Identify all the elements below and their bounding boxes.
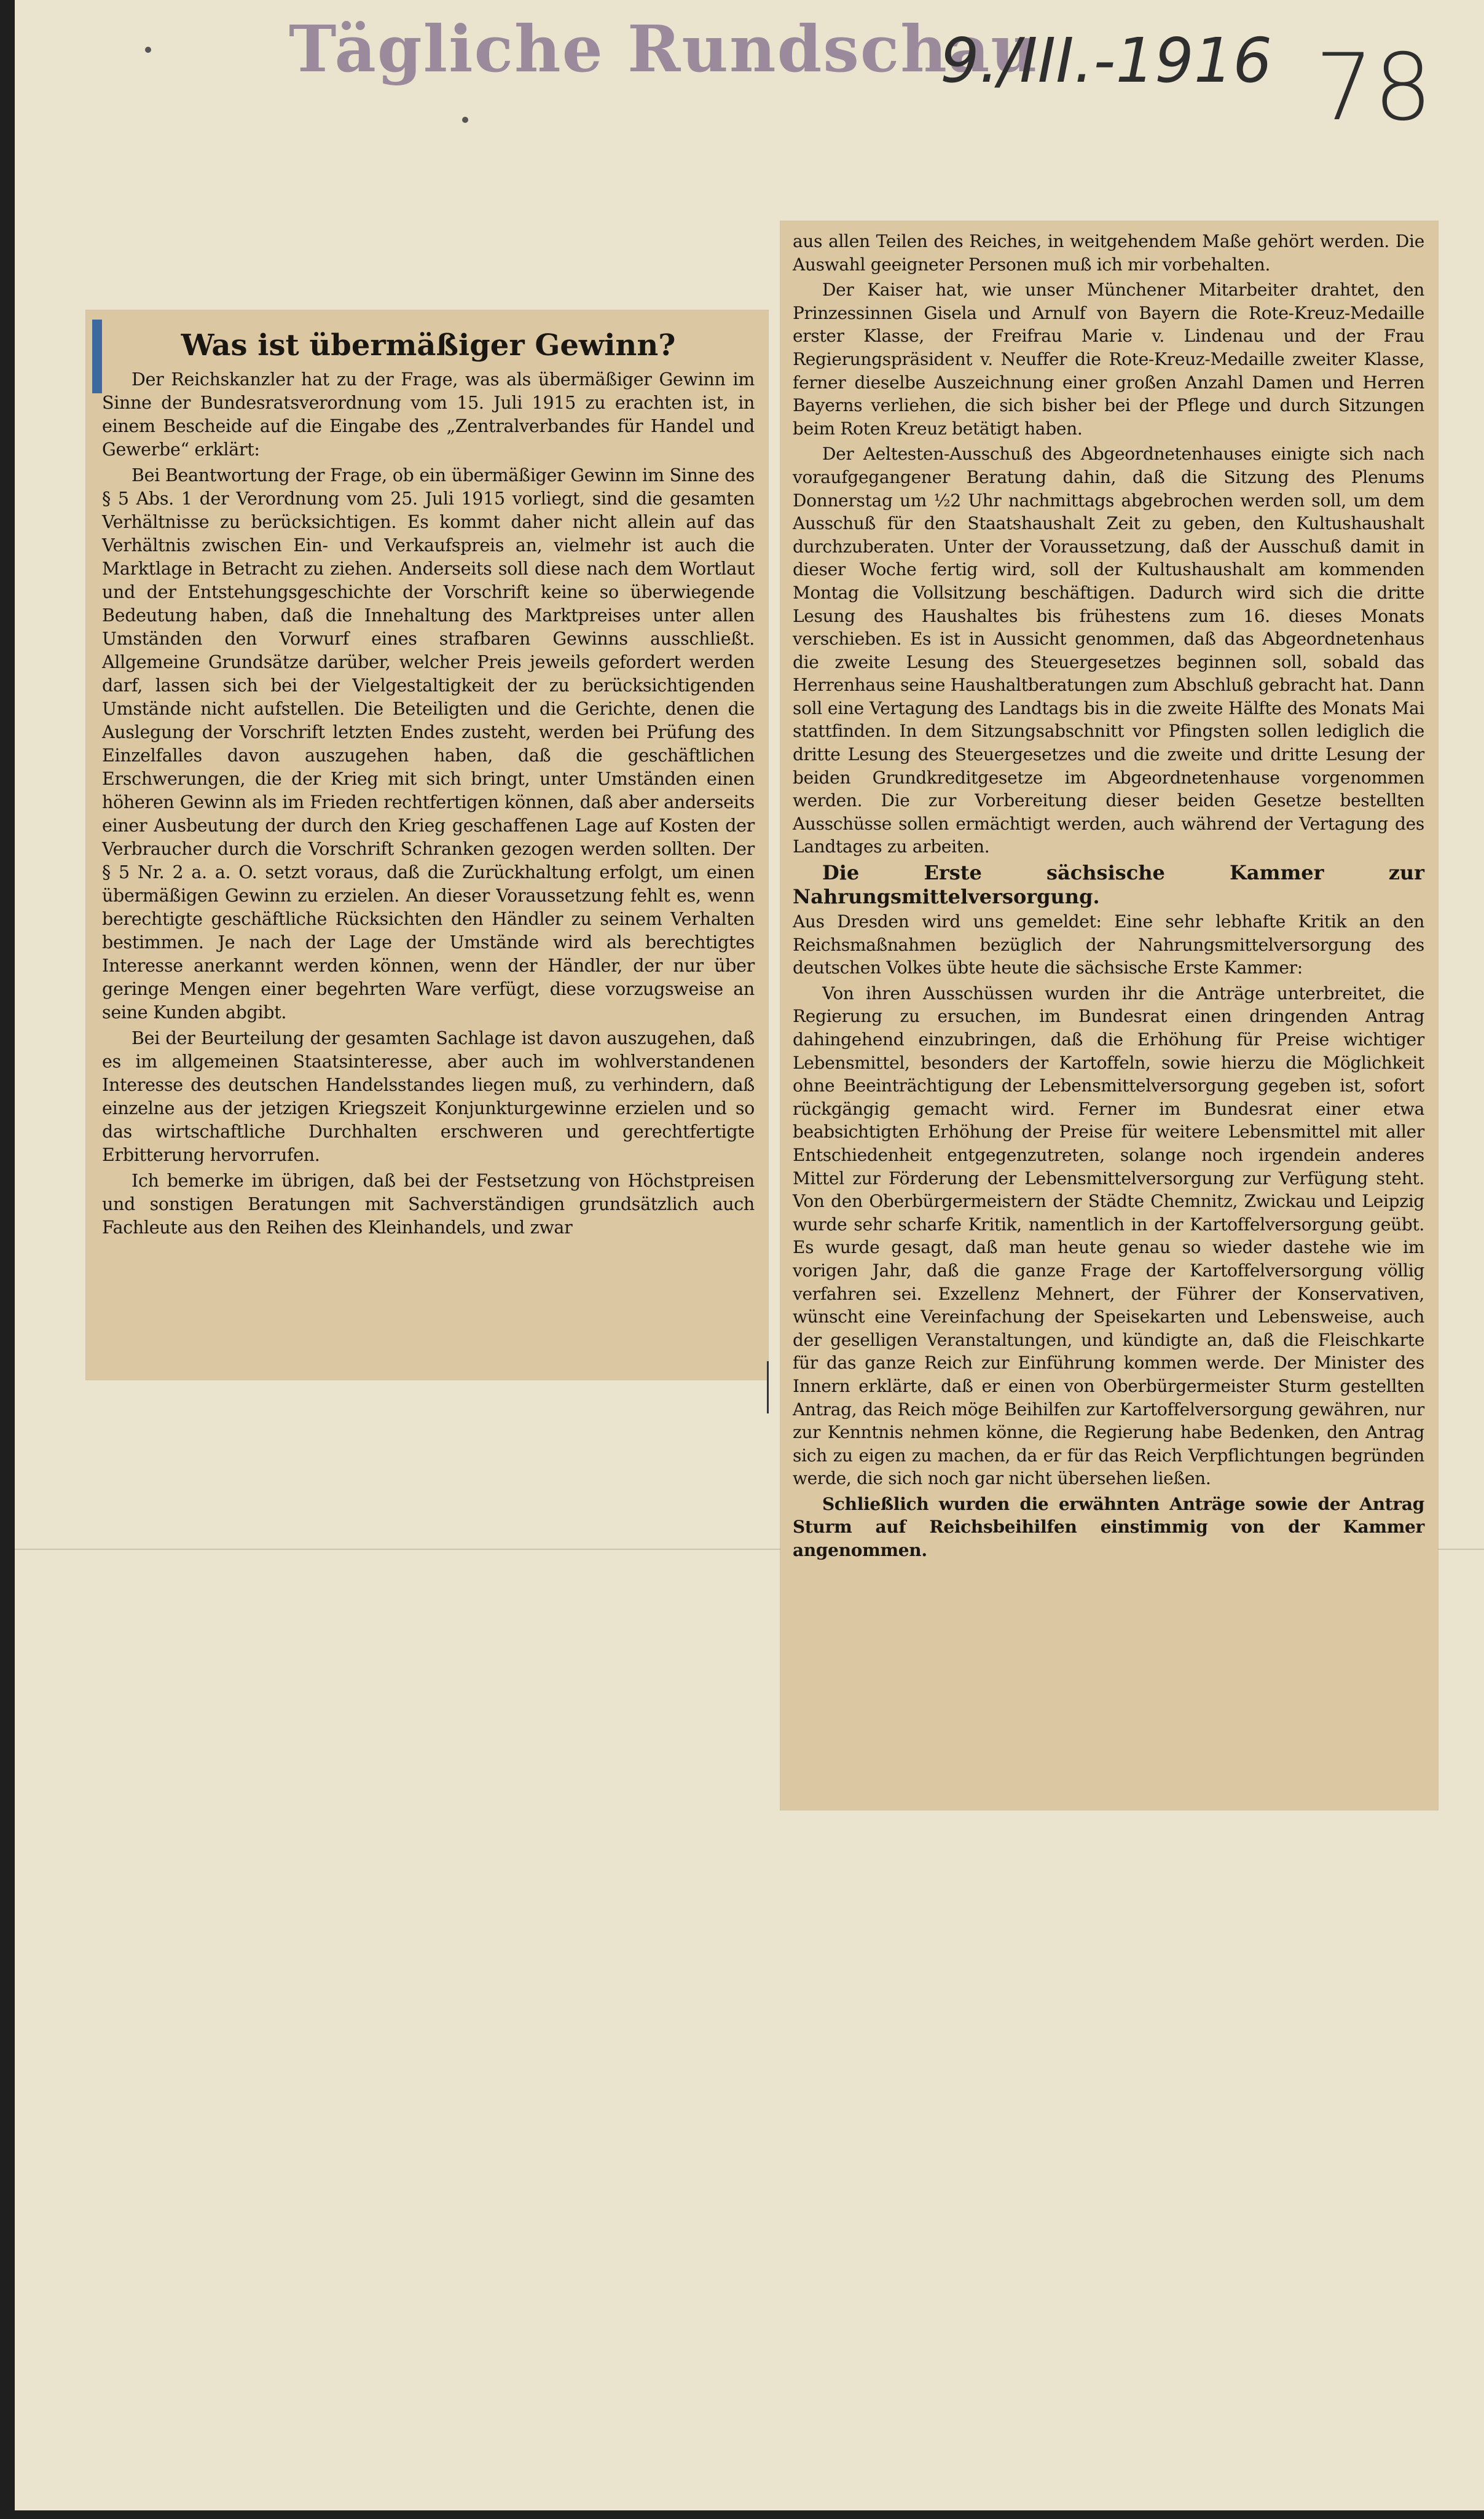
- paper-mark: [145, 47, 151, 53]
- newspaper-stamp: Tägliche Rundschau: [289, 11, 1038, 87]
- news-kammer-heading: Die Erste sächsische Kammer zur Nahrungsmittelversorgung.: [793, 861, 1424, 909]
- scan-edge-left: [0, 0, 15, 2519]
- article-paragraph: Ich bemerke im übrigen, daß bei der Festsetzung von Höchstpreisen und sonstigen Beratungen mit Sachverständigen grundsätzlich auch Fachleute aus den Reihen des Kleinhandels, und zwar: [102, 1171, 755, 1238]
- article-paragraph: Bei der Beurteilung der gesamten Sachlage ist davon auszugehen, daß es im allgemeinen Staatsinteresse, aber auch im wohlverstandenen Interesse des deutschen Handelsstandes liegen muß, zu verhindern, daß einzelne aus der jetzigen Kriegszeit Konjunkturgewinne erzielen und so das wirtschaftliche Durchhalten erschweren und gerechtfertigte Erbitterung hervorrufen.: [102, 1028, 755, 1165]
- article-paragraph: Bei Beantwortung der Frage, ob ein übermäßiger Gewinn im Sinne des § 5 Abs. 1 der Verordnung vom 25. Juli 1915 vorliegt, sind die gesamten Verhältnisse zu berücksichtigen. Es kommt daher nicht allein auf das Verhältnis zwischen Ein- und Verkaufspreis an, vielmehr ist auch die Marktlage in Betracht zu ziehen. Anderseits soll diese nach dem Wortlaut und der Entstehungsgeschichte der Vorschrift keine so überwiegende Bedeutung haben, daß die Innehaltung des Marktpreises unter allen Umständen den Vorwurf eines strafbaren Gewinns ausschließt. Allgemeine Grundsätze darüber, welcher Preis jeweils gefordert werden darf, lassen sich bei der Vielgestaltigkeit der zu berücksichtigenden Umstände nicht aufstellen. Die Beteiligten und die Gerichte, denen die Auslegung der Vorschrift letzten Endes zusteht, werden bei Prüfung des Einzelfalles davon auszugehen haben, daß die geschäftlichen Erschwerungen, die der Krieg mit sich bringt, unter Umständen einen höheren Gewinn als im Frieden rechtfertigen können, daß aber anderseits einer Ausbeutung der durch den Krieg geschaffenen Lage auf Kosten der Verbraucher durch die Vorschrift Schranken gezogen werden sollten. Der § 5 Nr. 2 a. a. O. setzt voraus, daß die Zurückhaltung erfolgt, um einen übermäßigen Gewinn zu erzielen. An dieser Voraussetzung fehlt es, wenn berechtigte geschäftliche Rücksichten den Händler zu seinem Verhalten bestimmen. Je nach der Lage der Umstände wird als berechtigtes Interesse anerkannt werden können, wenn der Händler, der nur über geringe Mengen einer begehrten Ware verfügt, diese vorzugsweise an seine Kunden abgibt.: [102, 465, 755, 1023]
- news-kaiser-medals: Der Kaiser hat, wie unser Münchener Mitarbeiter drahtet, den Prinzessinnen Gisela und Arnulf von Bayern die Rote-Kreuz-Medaille erster Klasse, der Freifrau Marie v. Lindenau und der Frau Regierungspräsident v. Neuffer die Rote-Kreuz-Medaille zweiter Klasse, ferner dieselbe Auszeichnung einer großen Anzahl Damen und Herren Bayerns verliehen, die sich bisher bei der Pflege und durch Sitzungen beim Roten Kreuz betätigt haben.: [793, 280, 1424, 439]
- news-kammer-body: Von ihren Ausschüssen wurden ihr die Anträge unterbreitet, die Regierung zu ersuchen, im Bundesrat einen dringenden Antrag dahingehend einzubringen, daß die Erhöhung für Preise wichtiger Lebensmittel, besonders der Kartoffeln, sowie hierzu die Möglichkeit ohne Beeinträchtigung der Lebensmittelversorgung gegeben ist, sofort rückgängig gemacht wird. Ferner im Bundesrat einer etwa beabsichtigten Erhöhung der Preise für weitere Lebensmittel mit aller Entschiedenheit entgegenzutreten, solange noch irgendein anderes Mittel zur Förderung der Lebensmittelversorgung zur Verfügung steht. Von den Oberbürgermeistern der Städte Chemnitz, Zwickau und Leipzig wurde sehr scharfe Kritik, namentlich in der Kartoffelversorgung geübt. Es wurde gesagt, daß man heute genau so wieder dastehe wie im vorigen Jahr, daß die ganze Frage der Kartoffelversorgung völlig verfahren sei. Exzellenz Mehnert, der Führer der Konservativen, wünscht eine Vereinfachung der Speisekarten und Lebensweise, auch der geselligen Veranstaltungen, und kündigte an, daß die Fleischkarte für das ganze Reich zur Einführung kommen werde. Der Minister des Innern erklärte, daß er einen von Oberbürgermeister Sturm gestellten Antrag, das Reich möge Beihilfen zur Kartoffelversorgung gewähren, nur zur Kenntnis nehmen könne, die Regierung habe Bedenken, den Antrag sich zu eigen zu machen, da er für das Reich Verpflichtungen begründen werde, die sich noch gar nicht übersehen ließen.: [793, 983, 1424, 1489]
- paper-mark: [462, 117, 468, 123]
- clipping-left-article: [86, 310, 768, 1380]
- news-aeltesten-ausschuss: Der Aeltesten-Ausschuß des Abgeordnetenhauses einigte sich nach voraufgegangener Beratung dahin, daß die Sitzung des Plenums Donnerstag um ½2 Uhr nachmittags abgebrochen werden soll, um dem Ausschuß für den Staatshaushalt Zeit zu geben, den Kultushaushalt durchzuberaten. Unter der Voraussetzung, daß der Ausschuß damit in dieser Woche fertig wird, soll der Kultushaushalt am kommenden Montag die Vollsitzung beschäftigen. Dadurch wird sich die dritte Lesung des Haushaltes bis frühestens zum 16. dieses Monats verschieben. Es ist in Aussicht genommen, daß das Abgeordnetenhaus die zweite Lesung des Steuergesetzes beginnen soll, sobald das Herrenhaus seine Haushaltberatungen zum Abschluß gebracht hat. Dann soll eine Vertagung des Landtags bis in die zweite Hälfte des Monats Mai stattfinden. In dem Sitzungsabschnitt vor Pfingsten sollen lediglich die dritte Lesung des Steuergesetzes und die zweite und dritte Lesung der beiden Grundkreditgesetze im Abgeordnetenhause vorgenommen werden. Die zur Vorbereitung dieser beiden Gesetze bestellten Ausschüsse sollen ermächtigt werden, auch während der Vertagung des Landtages zu arbeiten.: [793, 444, 1424, 857]
- scan-edge-bottom: [0, 2510, 1484, 2519]
- news-kammer-intro: Aus Dresden wird uns gemeldet: Eine sehr lebhafte Kritik an den Reichsmaßnahmen bezüglich der Nahrungsmittelversorgung des deutschen Volkes übte heute die sächsische Erste Kammer:: [793, 911, 1424, 978]
- handwritten-date: 9./III.-1916: [940, 25, 1272, 96]
- article-continuation: aus allen Teilen des Reiches, in weitgehendem Maße gehört werden. Die Auswahl geeigneter Personen muß ich mir vorbehalten.: [793, 231, 1424, 275]
- clipping-right-column: [780, 221, 1438, 1810]
- column-rule: [767, 1361, 769, 1413]
- handwritten-page-number: 78: [1315, 34, 1432, 141]
- article-paragraph: Der Reichskanzler hat zu der Frage, was als übermäßiger Gewinn im Sinne der Bundesratsverordnung vom 15. Juli 1915 zu erachten ist, in einem Bescheide auf die Eingabe des „Zentralverbandes für Handel und Gewerbe“ erklärt:: [102, 369, 755, 460]
- article-title: Was ist übermäßiger Gewinn?: [181, 328, 676, 363]
- news-kammer-conclusion: Schließlich wurden die erwähnten Anträge sowie der Antrag Sturm auf Reichsbeihilfen einstimmig von der Kammer angenommen.: [793, 1493, 1424, 1561]
- blue-pencil-mark: [92, 320, 102, 393]
